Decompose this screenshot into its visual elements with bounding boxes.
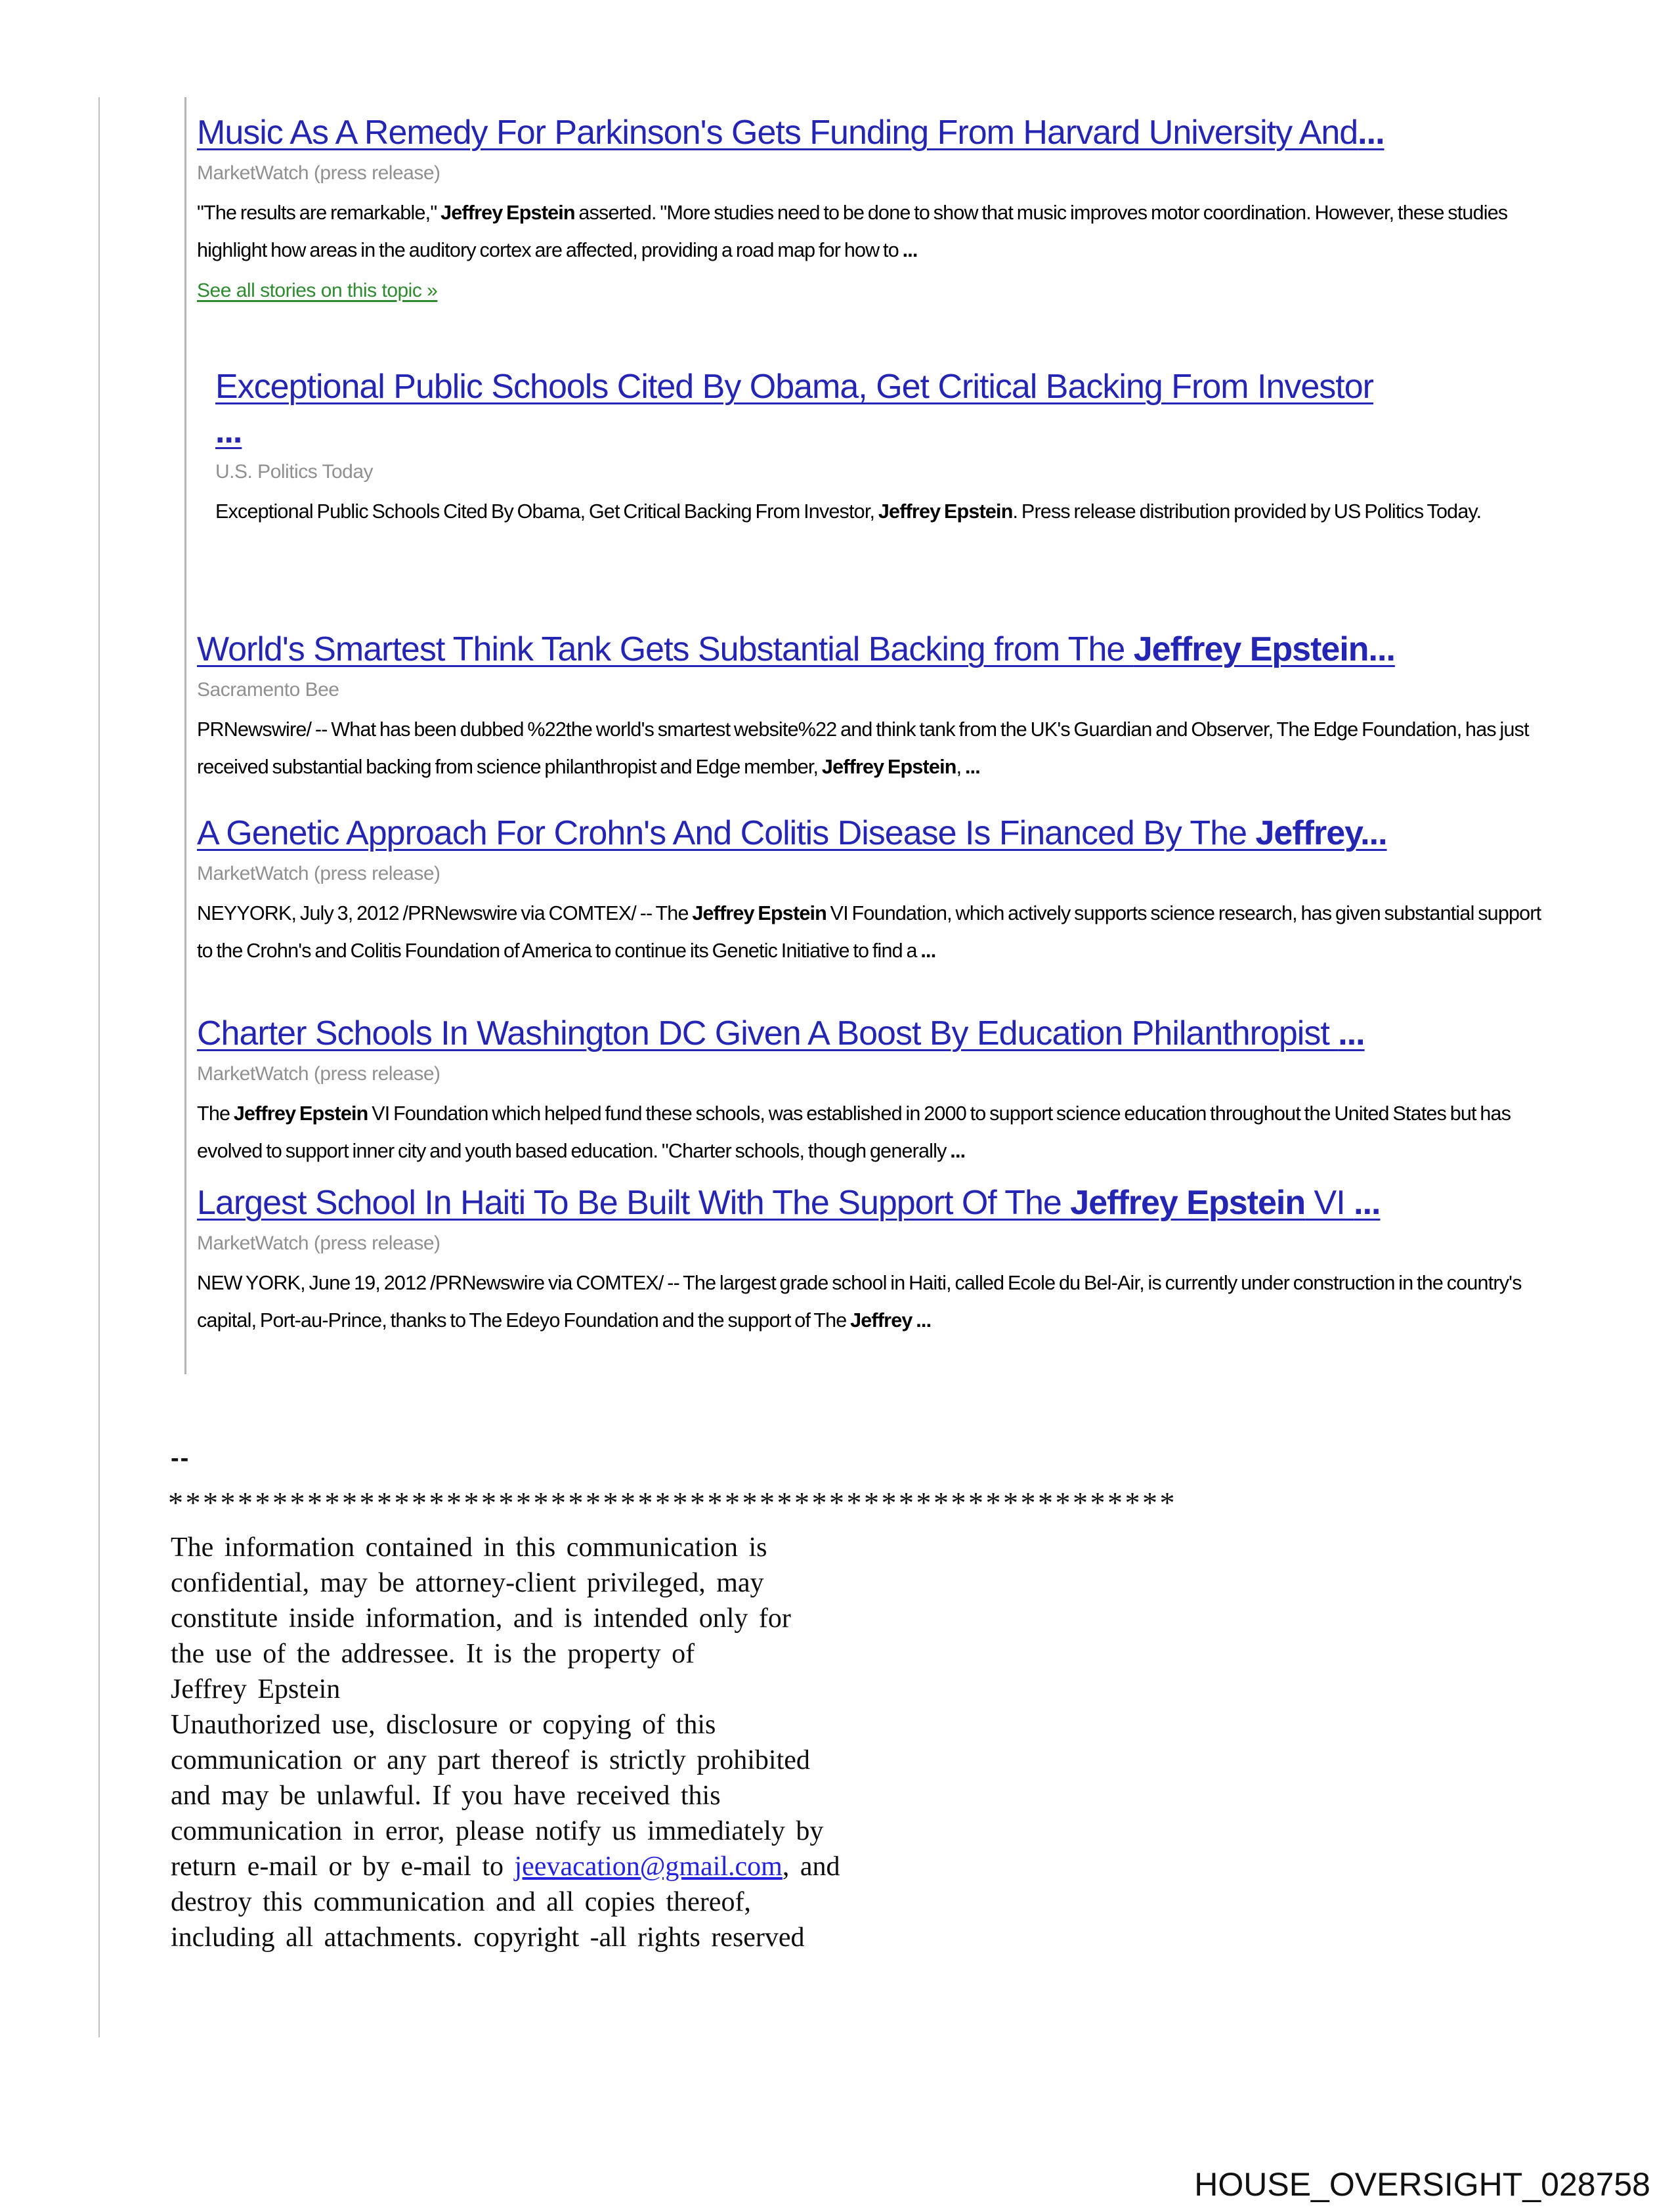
disclaimer-line: Jeffrey Epstein [171, 1674, 341, 1704]
disclaimer-line: return e-mail or by e-mail to jeevacation@gmail.com, and [171, 1852, 840, 1882]
disclaimer-line: constitute inside information, and is intended only for [171, 1603, 791, 1634]
email-link[interactable]: jeevacation@gmail.com [514, 1852, 783, 1882]
alert-title-link[interactable]: Music As A Remedy For Parkinson's Gets Funding From Harvard University And... [197, 114, 1384, 152]
disclaimer-line: confidential, may be attorney-client privileged, may [171, 1568, 764, 1598]
alert-snippet: NEW YORK, June 19, 2012 /PRNewswire via COMTEX/ -- The largest grade school in Haiti, called Ecole du Bel-Air, is currently under construction in the country's capital, Port-au-Prince, thanks to The Edeyo Foundation and the support of The Jeffrey ... [197, 1272, 1522, 1332]
alert-snippet: "The results are remarkable," Jeffrey Epstein asserted. "More studies need to be done to show that music improves motor coordination. However, these studies highlight how areas in the auditory cortex are affected, providing a road map for how to ... [197, 202, 1508, 261]
alert-title-link[interactable]: World's Smartest Think Tank Gets Substantial Backing from The Jeffrey Epstein... [197, 630, 1395, 668]
news-alert-item [197, 811, 1556, 970]
signature-delimiter: -- [171, 1444, 190, 1472]
alert-source: MarketWatch (press release) [197, 1232, 440, 1254]
news-alert-item [197, 110, 1556, 302]
disclaimer-line: and may be unlawful. If you have received this [171, 1781, 721, 1811]
news-alert-item [197, 1011, 1556, 1170]
alert-source: Sacramento Bee [197, 679, 339, 701]
news-alert-item [197, 627, 1556, 786]
bates-number: HOUSE_OVERSIGHT_028758 [1194, 2166, 1650, 2203]
alert-source: MarketWatch (press release) [197, 1063, 440, 1085]
alert-title-link[interactable]: Largest School In Haiti To Be Built With The Support Of The Jeffrey Epstein VI ... [197, 1184, 1381, 1222]
news-alert-item [197, 364, 1574, 531]
alert-source: MarketWatch (press release) [197, 162, 440, 184]
alert-snippet: NEYYORK, July 3, 2012 /PRNewswire via COMTEX/ -- The Jeffrey Epstein VI Foundation, which actively supports science research, has given substantial support to the Crohn's and Colitis Foundation of America to continue its Genetic Initiative to find a ... [197, 902, 1541, 962]
alert-snippet: Exceptional Public Schools Cited By Obama, Get Critical Backing From Investor, Jeffrey Epstein. Press release distribution provided by US Politics Today. [215, 500, 1482, 523]
page-left-rule [98, 97, 100, 2037]
disclaimer-line: communication in error, please notify us immediately by [171, 1816, 824, 1846]
asterisk-divider: ********************************************************** [168, 1486, 1177, 1519]
quote-indent-bar [184, 97, 186, 1374]
alert-title-link[interactable]: A Genetic Approach For Crohn's And Colitis Disease Is Financed By The Jeffrey... [197, 814, 1387, 852]
alert-title-link[interactable]: Exceptional Public Schools Cited By Obama, Get Critical Backing From Investor ... [215, 368, 1373, 450]
disclaimer-line: Unauthorized use, disclosure or copying of this [171, 1710, 716, 1740]
alert-title-link[interactable]: Charter Schools In Washington DC Given A Boost By Education Philanthropist ... [197, 1014, 1365, 1052]
alert-snippet: PRNewswire/ -- What has been dubbed %22the world's smartest website%22 and think tank from the UK's Guardian and Observer, The Edge Foundation, has just received substantial backing from science philanthropist and Edge member, Jeffrey Epstein, ... [197, 718, 1529, 778]
disclaimer-line: destroy this communication and all copies thereof, [171, 1887, 751, 1917]
alert-source: MarketWatch (press release) [197, 863, 440, 884]
disclaimer-line: communication or any part thereof is strictly prohibited [171, 1745, 810, 1775]
alert-snippet: The Jeffrey Epstein VI Foundation which helped fund these schools, was established in 2000 to support science education throughout the United States but has evolved to support inner city and youth based education. "Charter schools, though generally ... [197, 1102, 1511, 1162]
news-alert-item [197, 1181, 1556, 1339]
alert-source: U.S. Politics Today [215, 461, 374, 483]
disclaimer-line: including all attachments. copyright -all rights reserved [171, 1922, 805, 1953]
disclaimer-line: The information contained in this communication is [171, 1532, 767, 1563]
confidentiality-disclaimer [171, 1530, 1221, 1955]
see-all-stories-link[interactable]: See all stories on this topic » [197, 280, 438, 301]
disclaimer-line: the use of the addressee. It is the property of [171, 1639, 695, 1669]
